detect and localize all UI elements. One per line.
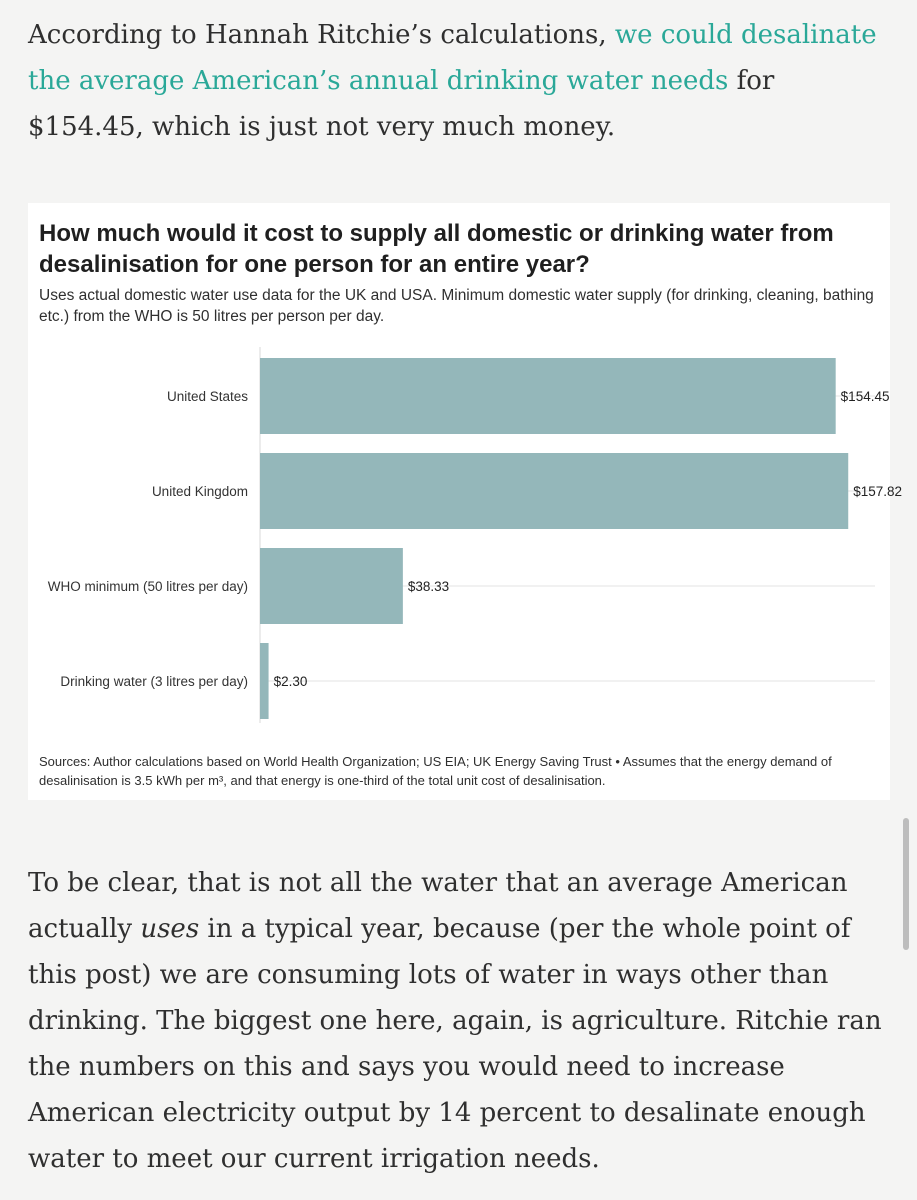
category-label: Drinking water (3 litres per day)	[60, 674, 248, 689]
intro-paragraph	[28, 12, 888, 150]
category-label: WHO minimum (50 litres per day)	[47, 579, 248, 594]
bar	[260, 643, 269, 719]
body-text-end: in a typical year, because (per the whole point of this post) we are consuming lots of water in ways other than drinking. The biggest one here, again, is agriculture. Ritchie ran the numbers on this and says you would need to increase American electricity output by 14 percent to desalinate enough water to meet our current irrigation needs.	[28, 914, 882, 1174]
category-label: United States	[166, 389, 248, 404]
value-label: $2.30	[273, 674, 308, 689]
chart-title: How much would it cost to supply all domestic or drinking water from desalinisation for one person for an entire year?	[39, 220, 834, 278]
bar	[260, 358, 836, 434]
intro-text-start: According to Hannah Ritchie’s calculations,	[28, 20, 615, 50]
value-label: $157.82	[853, 484, 903, 499]
bar-chart	[28, 343, 903, 733]
value-label: $154.45	[840, 389, 890, 404]
category-label: United Kingdom	[151, 484, 248, 499]
emphasis-uses: uses	[140, 914, 200, 944]
chart-sources: Sources: Author calculations based on World Health Organization; US EIA; UK Energy Saving Trust • Assumes that the energy demand of desalinisation is 3.5 kWh per m³, and that energy is one-third of the total unit cost of desalinisation.	[39, 754, 832, 788]
body-text-start: To be clear, that is not all the water that an average American actually	[28, 868, 848, 944]
value-label: $38.33	[407, 579, 450, 594]
scrollbar-thumb[interactable]	[903, 818, 909, 950]
bar	[260, 453, 848, 529]
calculations-link[interactable]: we could desalinate the average American’s annual drinking water needs	[28, 20, 877, 96]
chart-subtitle: Uses actual domestic water use data for the UK and USA. Minimum domestic water supply (for drinking, cleaning, bathing etc.) from the WHO is 50 litres per person per day.	[39, 287, 874, 325]
body-paragraph	[28, 860, 888, 1182]
chart-card	[28, 203, 903, 800]
intro-text-end: for $154.45, which is just not very much money.	[28, 66, 775, 142]
bar	[260, 548, 403, 624]
